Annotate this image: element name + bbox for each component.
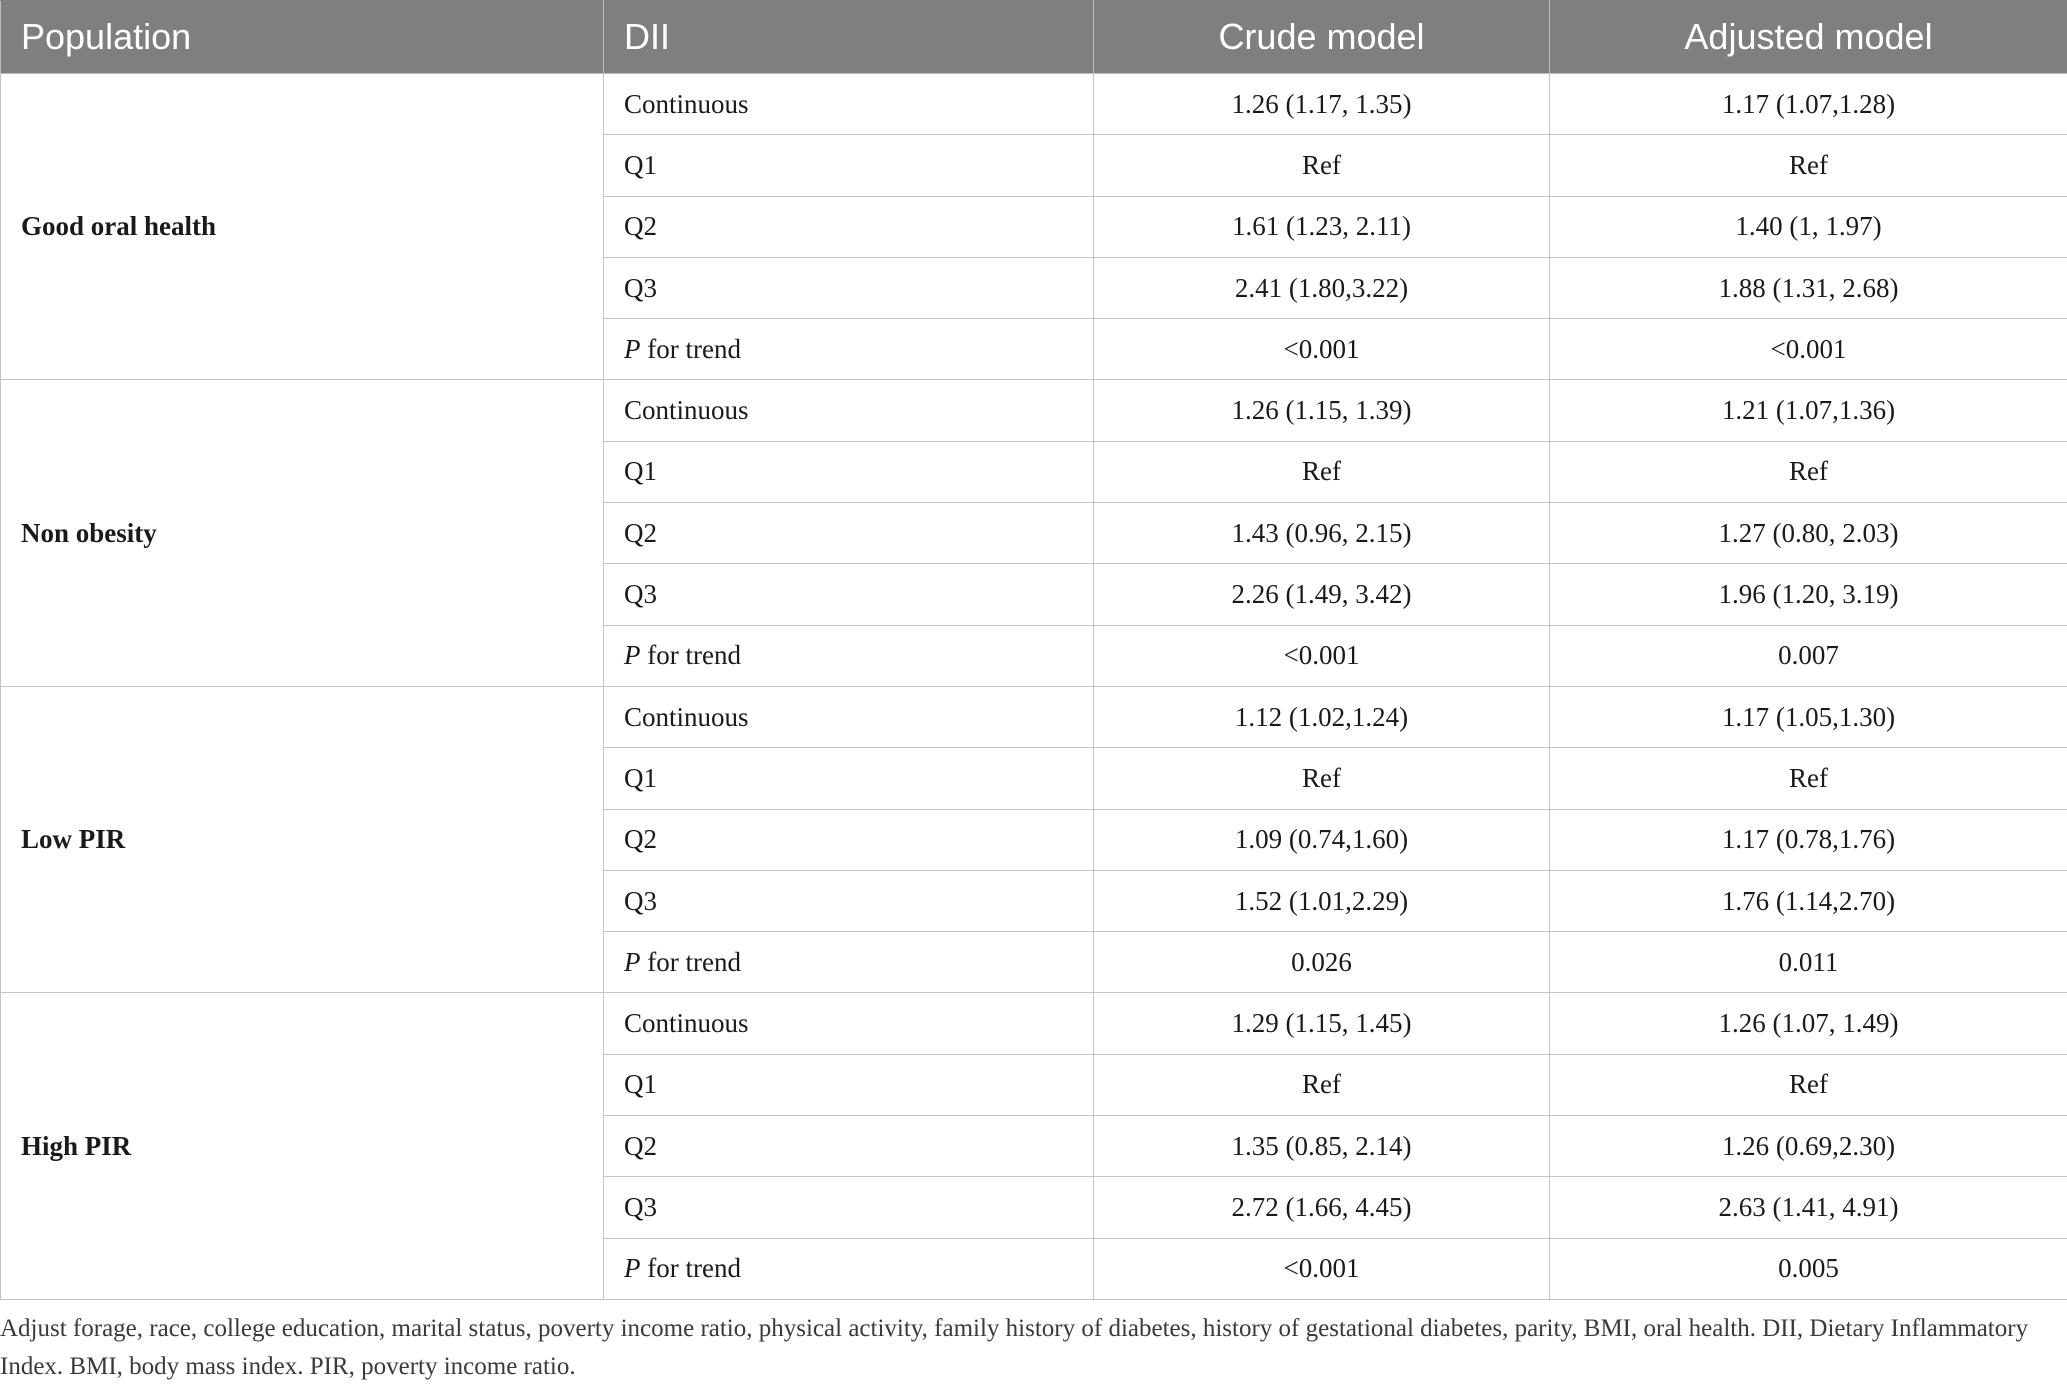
dii-cell: Q2	[604, 1116, 1094, 1177]
adjusted-model-value: 0.005	[1550, 1238, 2067, 1299]
crude-model-value: 1.61 (1.23, 2.11)	[1094, 196, 1550, 257]
crude-model-value: 2.26 (1.49, 3.42)	[1094, 564, 1550, 625]
crude-model-value: <0.001	[1094, 319, 1550, 380]
adjusted-model-value: 1.21 (1.07,1.36)	[1550, 380, 2067, 441]
header-population: Population	[1, 1, 604, 74]
dii-cell: Q2	[604, 196, 1094, 257]
table-row	[1, 686, 2067, 747]
table-row	[1, 74, 2067, 135]
adjusted-model-value: 1.17 (1.07,1.28)	[1550, 74, 2067, 135]
population-cell: Good oral health	[1, 74, 604, 380]
population-cell: High PIR	[1, 993, 604, 1299]
crude-model-value: 1.43 (0.96, 2.15)	[1094, 503, 1550, 564]
crude-model-value: 2.41 (1.80,3.22)	[1094, 257, 1550, 318]
crude-model-value: 0.026	[1094, 932, 1550, 993]
adjusted-model-value: 2.63 (1.41, 4.91)	[1550, 1177, 2067, 1238]
crude-model-value: Ref	[1094, 1054, 1550, 1115]
adjusted-model-value: Ref	[1550, 748, 2067, 809]
dii-cell: Q1	[604, 1054, 1094, 1115]
crude-model-value: 1.29 (1.15, 1.45)	[1094, 993, 1550, 1054]
crude-model-value: 1.26 (1.15, 1.39)	[1094, 380, 1550, 441]
table-body	[1, 74, 2067, 1300]
dii-cell: Continuous	[604, 993, 1094, 1054]
crude-model-value: Ref	[1094, 748, 1550, 809]
dii-cell	[604, 1238, 1094, 1299]
dii-cell: Q2	[604, 809, 1094, 870]
crude-model-value: <0.001	[1094, 1238, 1550, 1299]
adjusted-model-value: Ref	[1550, 135, 2067, 196]
dii-cell: Q1	[604, 441, 1094, 502]
crude-model-value: Ref	[1094, 441, 1550, 502]
dii-cell	[604, 932, 1094, 993]
crude-model-value: 2.72 (1.66, 4.45)	[1094, 1177, 1550, 1238]
population-cell: Low PIR	[1, 686, 604, 992]
adjusted-model-value: 1.96 (1.20, 3.19)	[1550, 564, 2067, 625]
p-value-label: P	[624, 640, 641, 671]
crude-model-value: <0.001	[1094, 625, 1550, 686]
dii-cell: Q3	[604, 870, 1094, 931]
dii-cell	[604, 625, 1094, 686]
dii-label: for trend	[640, 333, 741, 364]
dii-cell: Q3	[604, 257, 1094, 318]
crude-model-value: 1.35 (0.85, 2.14)	[1094, 1116, 1550, 1177]
adjusted-model-value: 1.88 (1.31, 2.68)	[1550, 257, 2067, 318]
header-dii: DII	[604, 1, 1094, 74]
header-row	[1, 1, 2067, 74]
p-value-label: P	[624, 333, 641, 364]
adjusted-model-value: 1.17 (0.78,1.76)	[1550, 809, 2067, 870]
table-footnote: Adjust forage, race, college education, marital status, poverty income ratio, physical activity, family history of diabetes, history of gestational diabetes, parity, BMI, oral health. DII, Dietary Inflammatory Index. BMI, body mass index. PIR, poverty income ratio.	[0, 1315, 2029, 1380]
header-adjusted-model: Adjusted model	[1550, 1, 2067, 74]
adjusted-model-value: 1.17 (1.05,1.30)	[1550, 686, 2067, 747]
dii-cell: Q3	[604, 1177, 1094, 1238]
adjusted-model-value: 1.40 (1, 1.97)	[1550, 196, 2067, 257]
p-value-label: P	[624, 1253, 641, 1284]
adjusted-model-value: Ref	[1550, 441, 2067, 502]
table-row	[1, 993, 2067, 1054]
p-value-label: P	[624, 946, 641, 977]
dii-label: for trend	[640, 1253, 741, 1284]
adjusted-model-value: 1.27 (0.80, 2.03)	[1550, 503, 2067, 564]
adjusted-model-value: 1.76 (1.14,2.70)	[1550, 870, 2067, 931]
dii-cell: Continuous	[604, 380, 1094, 441]
dii-cell: Q2	[604, 503, 1094, 564]
adjusted-model-value: 0.011	[1550, 932, 2067, 993]
table-header	[1, 1, 2067, 74]
dii-cell: Q1	[604, 748, 1094, 809]
header-crude-model: Crude model	[1094, 1, 1550, 74]
crude-model-value: 1.52 (1.01,2.29)	[1094, 870, 1550, 931]
adjusted-model-value: 1.26 (1.07, 1.49)	[1550, 993, 2067, 1054]
dii-cell: Continuous	[604, 74, 1094, 135]
crude-model-value: 1.26 (1.17, 1.35)	[1094, 74, 1550, 135]
crude-model-value: Ref	[1094, 135, 1550, 196]
crude-model-value: 1.12 (1.02,1.24)	[1094, 686, 1550, 747]
adjusted-model-value: Ref	[1550, 1054, 2067, 1115]
population-cell: Non obesity	[1, 380, 604, 686]
dii-cell: Q3	[604, 564, 1094, 625]
adjusted-model-value: 1.26 (0.69,2.30)	[1550, 1116, 2067, 1177]
crude-model-value: 1.09 (0.74,1.60)	[1094, 809, 1550, 870]
table-row	[1, 380, 2067, 441]
adjusted-model-value: 0.007	[1550, 625, 2067, 686]
dii-label: for trend	[640, 640, 741, 671]
adjusted-model-value: <0.001	[1550, 319, 2067, 380]
dii-cell: Continuous	[604, 686, 1094, 747]
dii-cell: Q1	[604, 135, 1094, 196]
dii-cell	[604, 319, 1094, 380]
dii-label: for trend	[640, 946, 741, 977]
